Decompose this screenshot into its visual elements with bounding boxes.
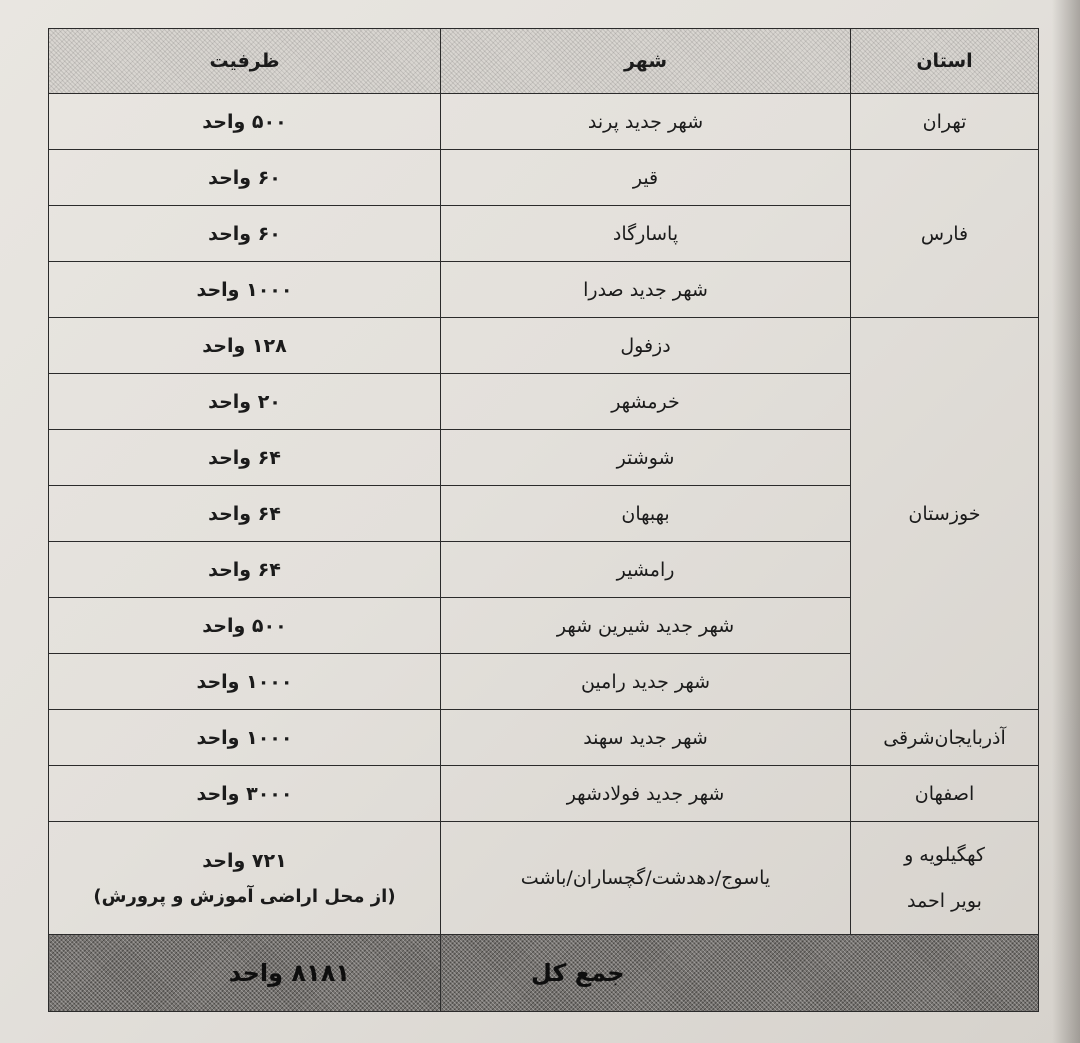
table-row	[49, 822, 1039, 935]
header-province: استان	[851, 29, 1039, 94]
table-row	[49, 766, 1039, 822]
capacity-cell: ۶۴ واحد	[49, 486, 441, 542]
total-label: جمع کل	[441, 935, 1039, 1012]
capacity-cell: ۶۴ واحد	[49, 430, 441, 486]
city-cell: شهر جدید فولادشهر	[441, 766, 851, 822]
capacity-cell: ۱۰۰۰ واحد	[49, 710, 441, 766]
city-cell: پاسارگاد	[441, 206, 851, 262]
province-name: اصفهان	[914, 782, 975, 805]
capacity-cell: ۵۰۰ واحد	[49, 598, 441, 654]
city-cell: بهبهان	[441, 486, 851, 542]
province-name: کهگیلویه و	[904, 844, 985, 866]
capacity-cell: ۶۴ واحد	[49, 542, 441, 598]
header-capacity: ظرفیت	[49, 29, 441, 94]
capacity-cell: ۱۰۰۰ واحد	[49, 654, 441, 710]
header-row	[49, 29, 1039, 94]
capacity-note: (از محل اراضی آموزش و پرورش)	[93, 885, 396, 907]
province-cell	[851, 94, 1039, 150]
province-name: تهران	[922, 110, 967, 133]
table-row	[49, 318, 1039, 374]
city-cell: خرمشهر	[441, 374, 851, 430]
province-cell	[851, 766, 1039, 822]
city-cell: شهر جدید سهند	[441, 710, 851, 766]
province-name: خوزستان	[908, 502, 981, 525]
city-cell: رامشیر	[441, 542, 851, 598]
province-cell	[851, 822, 1039, 935]
capacity-cell	[49, 822, 441, 935]
city-cell: شوشتر	[441, 430, 851, 486]
city-cell: شهر جدید شیرین شهر	[441, 598, 851, 654]
total-value: ۸۱۸۱ واحد	[49, 935, 441, 1012]
city-cell: یاسوج/دهدشت/گچساران/باشت	[441, 822, 851, 935]
capacity-cell: ۳۰۰۰ واحد	[49, 766, 441, 822]
table-row	[49, 710, 1039, 766]
table-row	[49, 150, 1039, 206]
province-name: آذربایجان‌شرقی	[883, 726, 1006, 749]
province-name: فارس	[920, 222, 969, 245]
city-cell: قیر	[441, 150, 851, 206]
housing-capacity-table	[48, 28, 1039, 1012]
capacity-cell: ۵۰۰ واحد	[49, 94, 441, 150]
capacity-cell: ۲۰ واحد	[49, 374, 441, 430]
province-cell	[851, 150, 1039, 318]
city-cell: شهر جدید رامین	[441, 654, 851, 710]
page-shadow	[1052, 0, 1080, 1043]
capacity-cell: ۶۰ واحد	[49, 206, 441, 262]
capacity-value: ۷۲۱ واحد	[202, 849, 287, 872]
table-row	[49, 94, 1039, 150]
total-row	[49, 935, 1039, 1012]
province-cell	[851, 318, 1039, 710]
city-cell: دزفول	[441, 318, 851, 374]
city-cell: شهر جدید پرند	[441, 94, 851, 150]
capacity-cell: ۱۰۰۰ واحد	[49, 262, 441, 318]
capacity-cell: ۶۰ واحد	[49, 150, 441, 206]
table-body	[49, 94, 1039, 935]
capacity-cell: ۱۲۸ واحد	[49, 318, 441, 374]
header-city: شهر	[441, 29, 851, 94]
city-cell: شهر جدید صدرا	[441, 262, 851, 318]
province-cell	[851, 710, 1039, 766]
province-name: بویر احمد	[907, 890, 982, 912]
